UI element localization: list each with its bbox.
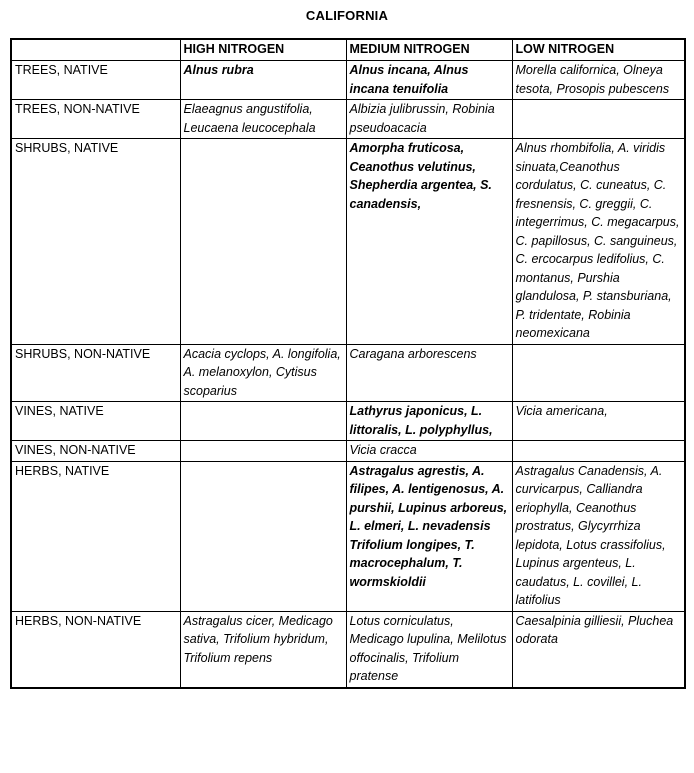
table-row-herbs-non-native (11, 611, 685, 688)
column-header-low-nitrogen: LOW NITROGEN (512, 39, 685, 61)
column-header-medium-nitrogen: MEDIUM NITROGEN (346, 39, 512, 61)
cell-high-nitrogen: Astragalus cicer, Medicago sativa, Trifolium hybridum, Trifolium repens (180, 611, 346, 688)
cell-medium-nitrogen: Lotus corniculatus, Medicago lupulina, Melilotus offocinalis, Trifolium pratense (346, 611, 512, 688)
cell-low-nitrogen (512, 441, 685, 462)
cell-high-nitrogen: Alnus rubra (180, 61, 346, 100)
cell-high-nitrogen: Acacia cyclops, A. longifolia, A. melanoxylon, Cytisus scoparius (180, 344, 346, 402)
table-row-trees-native (11, 61, 685, 100)
cell-low-nitrogen (512, 100, 685, 139)
cell-medium-nitrogen: Albizia julibrussin, Robinia pseudoacacia (346, 100, 512, 139)
row-label: HERBS, NATIVE (11, 461, 180, 611)
cell-low-nitrogen: Morella californica, Olneya tesota, Prosopis pubescens (512, 61, 685, 100)
cell-low-nitrogen: Caesalpinia gilliesii, Pluchea odorata (512, 611, 685, 688)
cell-low-nitrogen: Alnus rhombifolia, A. viridis sinuata,Ceanothus cordulatus, C. cuneatus, C. fresnensis, C. greggii, C. integerrimus, C. megacarpus, C. papillosus, C. sanguineus, C. ercocarpus ledifolius, C. montanus, Purshia glandulosa, P. stansburiana, P. tridentate, Robinia neomexicana (512, 139, 685, 345)
column-header-category (11, 39, 180, 61)
cell-medium-nitrogen: Alnus incana, Alnus incana tenuifolia (346, 61, 512, 100)
cell-high-nitrogen (180, 441, 346, 462)
cell-low-nitrogen (512, 344, 685, 402)
row-label: VINES, NATIVE (11, 402, 180, 441)
nitrogen-fixing-species-table (10, 38, 686, 689)
row-label: VINES, NON-NATIVE (11, 441, 180, 462)
cell-low-nitrogen: Vicia americana, (512, 402, 685, 441)
cell-low-nitrogen: Astragalus Canadensis, A. curvicarpus, Calliandra eriophylla, Ceanothus prostratus, Glycyrrhiza lepidota, Lotus crassifolius, Lupinus argenteus, L. caudatus, L. covillei, L. latifolius (512, 461, 685, 611)
cell-medium-nitrogen: Caragana arborescens (346, 344, 512, 402)
table-row-herbs-native (11, 461, 685, 611)
cell-high-nitrogen (180, 402, 346, 441)
row-label: TREES, NATIVE (11, 61, 180, 100)
cell-high-nitrogen (180, 139, 346, 345)
cell-high-nitrogen: Elaeagnus angustifolia, Leucaena leucocephala (180, 100, 346, 139)
table-row-vines-native (11, 402, 685, 441)
cell-medium-nitrogen: Astragalus agrestis, A. filipes, A. lentigenosus, A. purshii, Lupinus arboreus, L. elmeri, L. nevadensis Trifolium longipes, T. macrocephalum, T. wormskioldii (346, 461, 512, 611)
table-row-shrubs-native (11, 139, 685, 345)
row-label: SHRUBS, NATIVE (11, 139, 180, 345)
column-header-high-nitrogen: HIGH NITROGEN (180, 39, 346, 61)
cell-medium-nitrogen: Vicia cracca (346, 441, 512, 462)
row-label: SHRUBS, NON-NATIVE (11, 344, 180, 402)
table-row-trees-non-native (11, 100, 685, 139)
table-row-vines-non-native (11, 441, 685, 462)
cell-medium-nitrogen: Amorpha fruticosa, Ceanothus velutinus, Shepherdia argentea, S. canadensis, (346, 139, 512, 345)
cell-medium-nitrogen: Lathyrus japonicus, L. littoralis, L. polyphyllus, (346, 402, 512, 441)
row-label: TREES, NON-NATIVE (11, 100, 180, 139)
cell-high-nitrogen (180, 461, 346, 611)
row-label: HERBS, NON-NATIVE (11, 611, 180, 688)
table-header-row (11, 39, 685, 61)
page-title: CALIFORNIA (305, 8, 389, 23)
table-row-shrubs-non-native (11, 344, 685, 402)
